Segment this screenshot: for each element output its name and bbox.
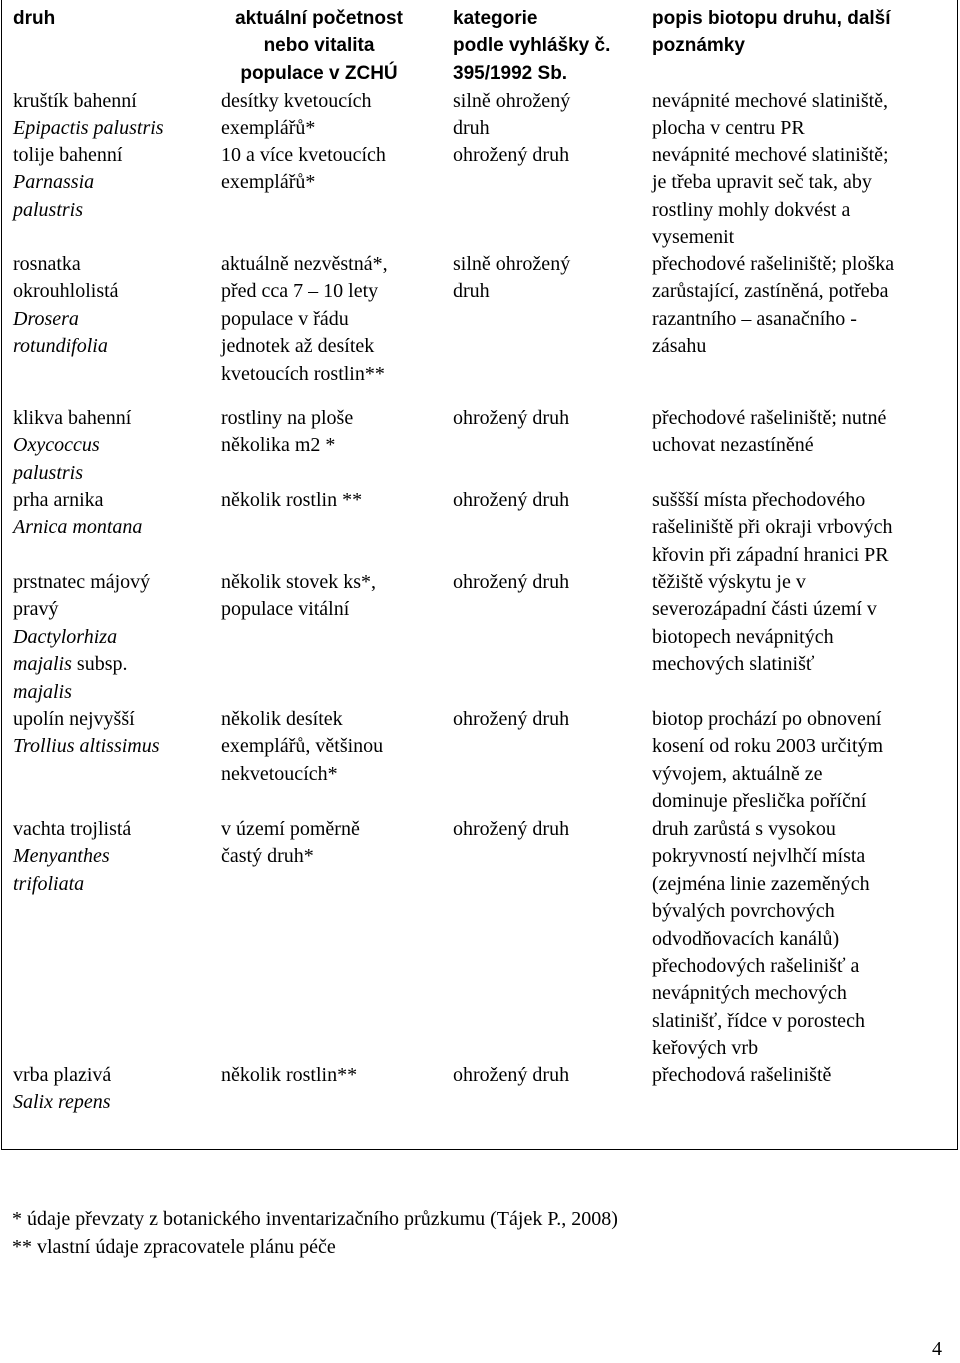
category-line: silně ohrožený <box>453 253 571 275</box>
description-line: vývojem, aktuálně ze <box>652 762 823 785</box>
population-line: několik rostlin** <box>221 1064 358 1086</box>
population-line: před cca 7 – 10 lety <box>221 280 379 303</box>
category-line: druh <box>453 117 490 140</box>
habitat-description-cell <box>652 487 957 569</box>
header-popis-line: poznámky <box>652 35 745 57</box>
latin-name: rotundifolia <box>13 335 108 358</box>
czech-name: upolín nejvyšší <box>13 708 135 730</box>
category-line: ohrožený druh <box>453 489 570 511</box>
header-pocetnost-line: populace v ZCHÚ <box>240 62 398 84</box>
population-cell <box>221 816 447 871</box>
category-line: ohrožený druh <box>453 571 570 593</box>
category-line: ohrožený druh <box>453 708 570 730</box>
description-line: přechodové rašeliniště; ploška <box>652 253 895 275</box>
header-pocetnost <box>214 5 424 87</box>
species-name-cell <box>13 706 209 761</box>
category-cell <box>453 142 648 169</box>
population-line: několik rostlin ** <box>221 489 363 511</box>
description-line: plocha v centru PR <box>652 117 805 140</box>
latin-name: Salix repens <box>13 1091 111 1114</box>
species-name-cell <box>13 405 209 487</box>
population-line: populace vitální <box>221 598 350 621</box>
description-line: (zejména linie zazeměných <box>652 872 870 895</box>
population-cell <box>221 1062 447 1089</box>
habitat-description-cell <box>652 405 957 460</box>
population-line: exemplářů, většinou <box>221 735 384 758</box>
species-name-cell <box>13 142 209 224</box>
species-name-cell <box>13 88 209 143</box>
description-line: nevápnitých mechových <box>652 982 847 1005</box>
population-line: častý druh* <box>221 845 314 868</box>
description-line: razantního – asanačního - <box>652 307 857 330</box>
description-line: rašeliniště při okraji vrbových <box>652 516 893 539</box>
population-cell <box>221 88 447 143</box>
description-line: uchovat nezastíněné <box>652 434 814 457</box>
footnotes <box>12 1205 618 1261</box>
habitat-description-cell <box>652 142 957 252</box>
czech-name: pravý <box>13 598 59 621</box>
population-line: aktuálně nezvěstná*, <box>221 253 388 275</box>
description-line: keřových vrb <box>652 1037 759 1060</box>
population-cell <box>221 487 447 514</box>
footnote: ** vlastní údaje zpracovatele plánu péče <box>12 1236 336 1258</box>
population-line: 10 a více kvetoucích <box>221 144 386 166</box>
habitat-description-cell <box>652 251 957 361</box>
habitat-description-cell <box>652 816 957 1063</box>
population-line: rostliny na ploše <box>221 407 354 429</box>
latin-name: Menyanthes <box>13 845 110 868</box>
population-line: jednotek až desítek <box>221 335 375 358</box>
header-druh-text: druh <box>13 8 56 29</box>
population-line: v území poměrně <box>221 818 360 840</box>
category-cell <box>453 88 648 143</box>
latin-name: Arnica montana <box>13 516 143 539</box>
header-popis-line: popis biotopu druhu, další <box>652 8 891 29</box>
category-cell <box>453 816 648 843</box>
population-line: několika m2 * <box>221 434 336 457</box>
population-line: exemplářů* <box>221 117 316 140</box>
header-popis <box>652 5 957 60</box>
category-line: ohrožený druh <box>453 407 570 429</box>
description-line: zásahu <box>652 335 707 358</box>
description-line: těžiště výskytu je v <box>652 571 806 593</box>
latin-name-rank: subsp. <box>76 653 128 676</box>
description-line: bývalých povrchových <box>652 900 835 923</box>
population-line: několik desítek <box>221 708 343 730</box>
header-kategorie <box>453 5 648 87</box>
czech-name: tolije bahenní <box>13 144 123 166</box>
description-line: kosení od roku 2003 určitým <box>652 735 884 758</box>
latin-name: palustris <box>13 461 84 484</box>
description-line: rostliny mohly dokvést a <box>652 198 851 221</box>
header-kategorie-line: podle vyhlášky č. <box>453 35 611 57</box>
latin-name: majalis <box>13 680 72 703</box>
header-pocetnost-line: aktuální početnost <box>235 8 403 29</box>
species-name-cell <box>13 487 209 542</box>
header-pocetnost-line: nebo vitalita <box>263 35 375 57</box>
header-kategorie-line: kategorie <box>453 8 538 29</box>
czech-name: vachta trojlistá <box>13 818 132 840</box>
description-line: biotopech nevápnitých <box>652 625 834 648</box>
description-line: přechodové rašeliniště; nutné <box>652 407 887 429</box>
category-line: silně ohrožený <box>453 90 571 112</box>
latin-name: Oxycoccus <box>13 434 100 457</box>
latin-name: Parnassia <box>13 171 95 194</box>
category-line: ohrožený druh <box>453 1064 570 1086</box>
latin-name: Trollius altissimus <box>13 735 160 758</box>
header-druh <box>13 5 209 32</box>
czech-name: rosnatka <box>13 253 81 275</box>
category-cell <box>453 405 648 432</box>
population-cell <box>221 251 447 388</box>
description-line: nevápnité mechové slatiniště; <box>652 144 889 166</box>
description-line: slatinišť, řídce v porostech <box>652 1009 865 1032</box>
description-line: křovin při západní hranici PR <box>652 543 889 566</box>
habitat-description-cell <box>652 569 957 679</box>
category-line: ohrožený druh <box>453 818 570 840</box>
description-line: mechových slatinišť <box>652 653 815 676</box>
description-line: přechodová rašeliniště <box>652 1064 832 1086</box>
czech-name: prha arnika <box>13 489 104 511</box>
population-line: nekvetoucích* <box>221 762 338 785</box>
latin-name: trifoliata <box>13 872 85 895</box>
page-number: 4 <box>932 1338 942 1360</box>
population-line: desítky kvetoucích <box>221 90 372 112</box>
czech-name: okrouhlolistá <box>13 280 119 303</box>
category-line: ohrožený druh <box>453 144 570 166</box>
species-name-cell <box>13 569 209 706</box>
habitat-description-cell <box>652 706 957 816</box>
category-cell <box>453 569 648 596</box>
latin-name: Dactylorhiza <box>13 625 118 648</box>
description-line: přechodových rašelinišť a <box>652 955 860 978</box>
category-line: druh <box>453 280 490 303</box>
latin-name-part: majalis <box>13 653 72 676</box>
description-line: nevápnité mechové slatiniště, <box>652 90 889 112</box>
habitat-description-cell <box>652 1062 957 1089</box>
footnote: * údaje převzaty z botanického inventarizačního průzkumu (Tájek P., 2008) <box>12 1208 618 1230</box>
population-line: exemplářů* <box>221 171 316 194</box>
population-line: několik stovek ks*, <box>221 571 376 593</box>
latin-name: Drosera <box>13 307 79 330</box>
habitat-description-cell <box>652 88 957 143</box>
species-name-cell <box>13 1062 209 1117</box>
population-cell <box>221 706 447 788</box>
population-cell <box>221 569 447 624</box>
description-line: severozápadní části území v <box>652 598 877 621</box>
population-cell <box>221 142 447 197</box>
latin-name: palustris <box>13 198 84 221</box>
population-line: kvetoucích rostlin** <box>221 362 385 385</box>
description-line: dominuje přeslička poříční <box>652 790 867 813</box>
category-cell <box>453 251 648 306</box>
latin-name <box>13 651 209 678</box>
description-line: biotop prochází po obnovení <box>652 708 882 730</box>
description-line: druh zarůstá s vysokou <box>652 818 836 840</box>
species-name-cell <box>13 816 209 898</box>
population-cell <box>221 405 447 460</box>
description-line: suššší místa přechodového <box>652 489 866 511</box>
description-line: pokryvností nejvlhčí místa <box>652 845 866 868</box>
species-name-cell <box>13 251 209 361</box>
population-line: populace v řádu <box>221 307 349 330</box>
description-line: zarůstající, zastíněná, potřeba <box>652 280 889 303</box>
czech-name: vrba plazivá <box>13 1064 112 1086</box>
species-table <box>1 0 958 1150</box>
category-cell <box>453 706 648 733</box>
category-cell <box>453 487 648 514</box>
czech-name: prstnatec májový <box>13 571 151 593</box>
description-line: vysemenit <box>652 226 735 249</box>
category-cell <box>453 1062 648 1089</box>
latin-name: Epipactis palustris <box>13 117 164 140</box>
czech-name: klikva bahenní <box>13 407 132 429</box>
czech-name: kruštík bahenní <box>13 90 137 112</box>
description-line: odvodňovacích kanálů) <box>652 927 840 950</box>
header-kategorie-line: 395/1992 Sb. <box>453 62 568 84</box>
description-line: je třeba upravit seč tak, aby <box>652 171 872 194</box>
